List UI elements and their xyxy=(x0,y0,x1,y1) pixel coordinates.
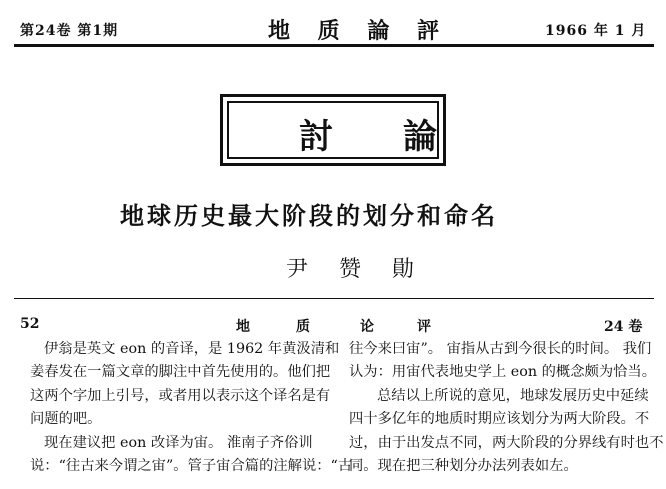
running-head-char: 质 xyxy=(296,319,310,335)
running-head-char: 评 xyxy=(417,319,431,335)
body-line: 过，由于出发点不同，两大阶段的分界线有时也不 xyxy=(349,434,664,451)
body-column-left xyxy=(30,338,352,478)
body-line: 说：“往古来今谓之宙”。管子宙合篇的注解说：“古 xyxy=(30,458,353,475)
body-line: 姜春发在一篇文章的脚注中首先使用的。他们把 xyxy=(30,364,331,381)
article-author: 尹 赞 勛 xyxy=(286,257,426,282)
section-heading-box xyxy=(220,94,507,166)
running-head-volume: 24 卷 xyxy=(604,319,643,335)
body-line: 总结以上所说的意见，地球发展历史中延续 xyxy=(377,387,649,404)
body-line: 伊翁是英文 eon 的音译，是 1962 年黄汲清和 xyxy=(44,341,340,357)
issue-date: 1966 年 1 月 xyxy=(545,23,647,39)
section-heading-inner-border xyxy=(227,101,507,159)
article-title: 地球历史最大阶段的划分和命名 xyxy=(120,202,498,230)
body-line: 四十多亿年的地质时期应该划分为两大阶段。不 xyxy=(349,411,650,428)
section-title: 討論 xyxy=(299,117,507,157)
volume-issue-label: 第24卷 第1期 xyxy=(20,23,119,39)
body-line: 往今来曰宙”。 宙指从古到今很长的时间。 我们 xyxy=(349,341,652,357)
header-rule xyxy=(14,44,654,47)
body-line: 认为：用宙代表地史学上 eon 的概念颇为恰当。 xyxy=(349,364,657,381)
body-column-right xyxy=(349,338,664,478)
body-line: 问题的吧。 xyxy=(30,411,102,428)
journal-title: 地 质 論 評 xyxy=(268,18,449,44)
body-line: 现在建议把 eon 改译为宙。 淮南子齐俗训 xyxy=(44,434,313,451)
running-head-char: 地 xyxy=(236,319,250,335)
page-number: 52 xyxy=(20,316,40,332)
body-line: 这两个字加上引号，或者用以表示这个译名是有 xyxy=(30,387,331,404)
body-line: 同。现在把三种划分办法列表如左。 xyxy=(349,458,578,475)
running-head-char: 论 xyxy=(360,319,374,335)
page-divider xyxy=(14,298,654,299)
